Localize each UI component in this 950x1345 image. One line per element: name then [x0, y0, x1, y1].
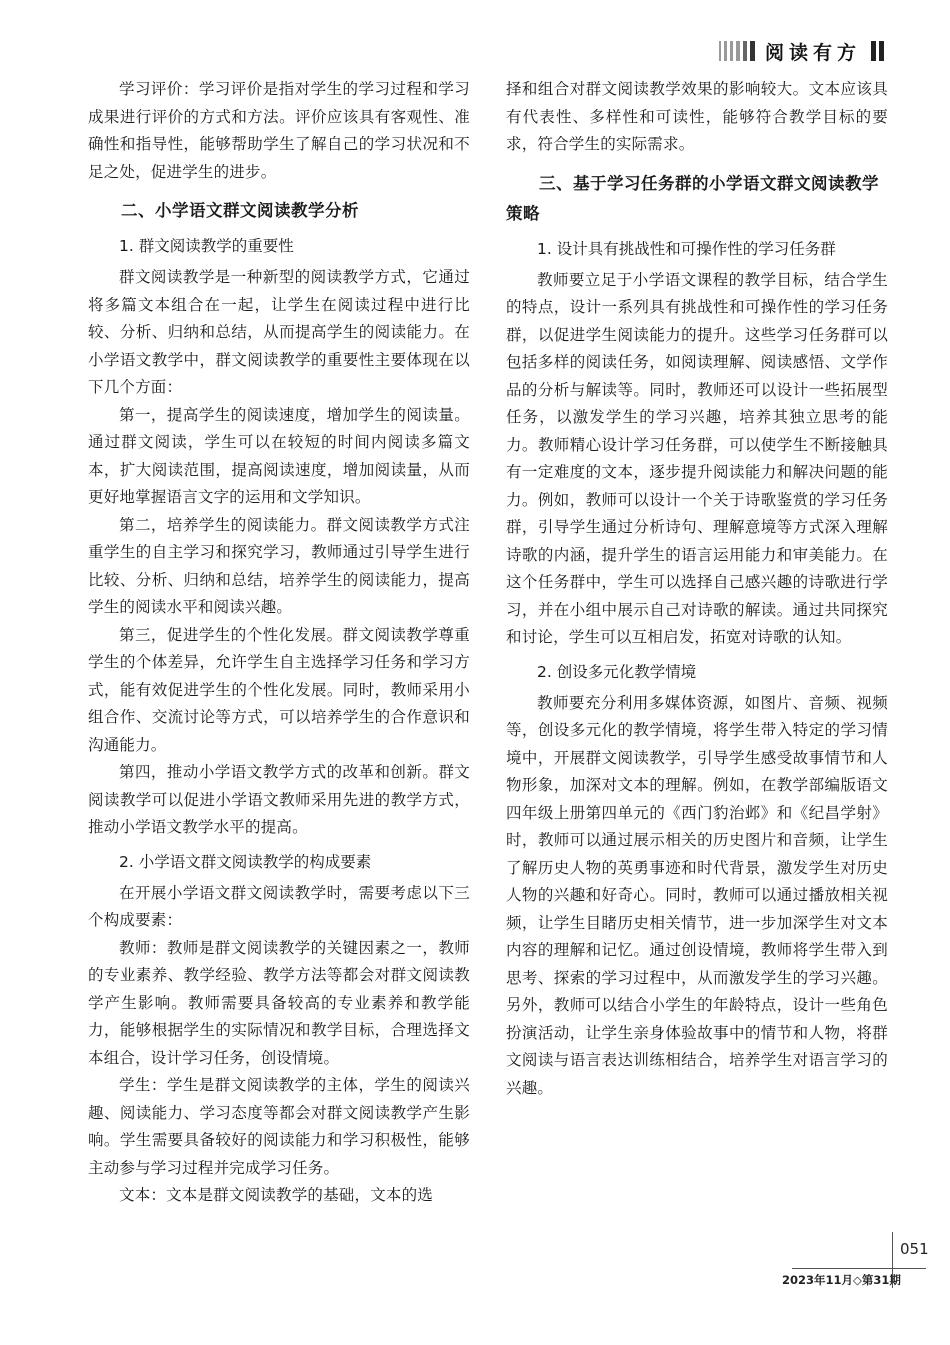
decor-bar — [719, 41, 721, 61]
paragraph: 教师要充分利用多媒体资源，如图片、音频、视频等，创设多元化的教学情境，将学生带入特定的学习情境中，开展群文阅读教学，引导学生感受故事情节和人物形象，加深对文本的理解。例如，在教学部编版语文四年级上册第四单元的《西门豹治邺》和《纪昌学射》时，教师可以通过展示相关的历史图片和音频，让学生了解历史人物的英勇事迹和时代背景，激发学生对历史人物的兴趣和好奇心。同时，教师可以通过播放相关视频，让学生目睹历史相关情节，进一步加深学生对文本内容的理解和记忆。通过创设情境，教师将学生带入到思考、探索的学习过程中，从而激发学生的学习兴趣。另外，教师可以结合小学生的年龄特点，设计一些角色扮演活动，让学生亲身体验故事中的情节和人物，将群文阅读与语言表达训练相结合，培养学生对语言学习的兴趣。 — [506, 693, 888, 1097]
left-column — [88, 76, 470, 1210]
paragraph: 文本：文本是群文阅读教学的基础，文本的选 — [119, 1186, 434, 1204]
section-heading: 三、基于学习任务群的小学语文群文阅读教学策略 — [506, 173, 879, 223]
subsection-heading: 2. 小学语文群文阅读教学的构成要素 — [119, 852, 372, 871]
subsection-heading: 1. 群文阅读教学的重要性 — [119, 237, 294, 255]
section-title: 阅读有方 — [764, 41, 861, 64]
decor-bar — [871, 41, 876, 61]
subsection-heading: 1. 设计具有挑战性和可操作性的学习任务群 — [537, 239, 836, 258]
decor-bar — [750, 41, 755, 61]
decor-bar — [743, 41, 747, 61]
paragraph: 教师：教师是群文阅读教学的关键因素之一，教师的专业素养、教学经验、教学方法等都会对群文阅读教学产生影响。教师需要具备较高的专业素养和教学能力，能够根据学生的实际情况和教学目标，合理选择文本组合，设计学习任务，创设情境。 — [88, 938, 470, 1067]
paragraph: 学生：学生是群文阅读教学的主体，学生的阅读兴趣、阅读能力、学习态度等都会对群文阅读教学产生影响。学生需要具备较好的阅读能力和学习积极性，能够主动参与学习过程并完成学习任务。 — [88, 1076, 470, 1177]
paragraph: 群文阅读教学是一种新型的阅读教学方式，它通过将多篇文本组合在一起，让学生在阅读过程中进行比较、分析、归纳和总结，从而提高学生的阅读能力。在小学语文教学中，群文阅读教学的重要性主要体现在以下几个方面： — [88, 268, 470, 396]
paragraph: 在开展小学语文群文阅读教学时，需要考虑以下三个构成要素： — [88, 883, 470, 929]
right-column — [506, 76, 888, 1102]
subsection-heading: 2. 创设多元化教学情境 — [537, 662, 697, 681]
issue-label: 2023年11月◇第31期 — [782, 1273, 901, 1287]
paragraph: 教师要立足于小学语文课程的教学目标，结合学生的特点，设计一系列具有挑战性和可操作性的学习任务群，以促进学生阅读能力的提升。这些学习任务群可以包括多样的阅读任务，如阅读理解、阅读感悟、文学作品的分析与解读等。同时，教师还可以设计一些拓展型任务，以激发学生的学习兴趣，培养其独立思考的能力。教师精心设计学习任务群，可以使学生不断接触具有一定难度的文本，逐步提升阅读能力和解决问题的能力。例如，教师可以设计一个关于诗歌鉴赏的学习任务群，引导学生通过分析诗句、理解意境等方式深入理解诗歌的内涵，提升学生的语言运用能力和审美能力。在这个任务群中，学生可以选择自己感兴趣的诗歌进行学习，并在小组中展示自己对诗歌的解读。通过共同探究和讨论，学生可以互相启发，拓宽对诗歌的认知。 — [506, 270, 888, 646]
paragraph: 择和组合对群文阅读教学效果的影响较大。文本应该具有代表性、多样性和可读性，能够符合教学目标的要求，符合学生的实际需求。 — [506, 80, 888, 153]
paragraph: 第三，促进学生的个性化发展。群文阅读教学尊重学生的个体差异，允许学生自主选择学习任务和学习方式，能有效促进学生的个性化发展。同时，教师采用小组合作、交流讨论等方式，可以培养学生的合作意识和沟通能力。 — [88, 625, 470, 754]
section-heading: 二、小学语文群文阅读教学分析 — [121, 201, 359, 220]
paragraph: 第一，提高学生的阅读速度，增加学生的阅读量。通过群文阅读，学生可以在较短的时间内阅读多篇文本，扩大阅读范围，提高阅读速度，增加阅读量，从而更好地掌握语言文字的运用和文学知识。 — [88, 405, 470, 506]
header-decoration-right — [871, 41, 884, 61]
paragraph: 第四，推动小学语文教学方式的改革和创新。群文阅读教学可以促进小学语文教师采用先进的教学方式，推动小学语文教学水平的提高。 — [88, 763, 470, 836]
footer-divider-horizontal — [792, 1268, 926, 1269]
decor-bar — [736, 41, 740, 61]
paragraph: 第二，培养学生的阅读能力。群文阅读教学方式注重学生的自主学习和探究学习，教师通过引导学生进行比较、分析、归纳和总结，培养学生的阅读能力，提高学生的阅读水平和阅读兴趣。 — [88, 515, 470, 616]
running-header — [719, 38, 884, 64]
page-number: 051 — [900, 1240, 929, 1258]
paragraph: 学习评价：学习评价是指对学生的学习过程和学习成果进行评价的方式和方法。评价应该具有客观性、准确性和指导性，能够帮助学生了解自己的学习状况和不足之处，促进学生的进步。 — [88, 80, 470, 181]
header-decoration-left — [719, 41, 755, 61]
decor-bar — [879, 41, 884, 61]
decor-bar — [724, 41, 727, 61]
decor-bar — [730, 41, 733, 61]
